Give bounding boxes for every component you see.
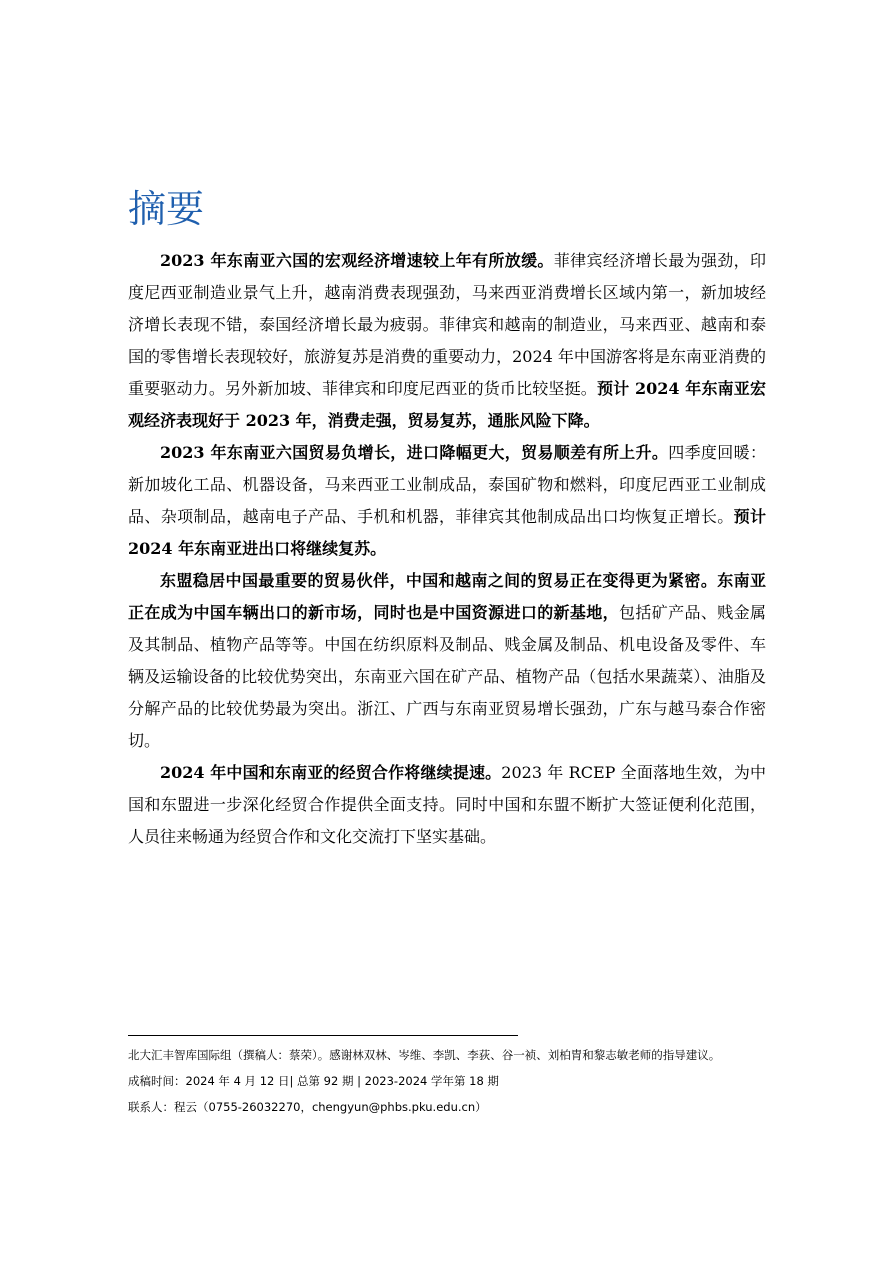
- page-title: 摘要: [128, 187, 205, 231]
- footnote-date: 成稿时间：2024 年 4 月 12 日| 总第 92 期 | 2023-2024 学年第 18 期: [128, 1074, 499, 1088]
- paragraph-body: 菲律宾经济增长最为强劲，印度尼西亚制造业景气上升，越南消费表现强劲，马来西亚消费增长区域内第一，新加坡经济增长表现不错，泰国经济增长最为疲弱。菲律宾和越南的制造业，马来西亚、越南和泰国的零售增长表现较好，旅游复苏是消费的重要动力，2024 年中国游客将是东南亚消费的重要驱动力。另外新加坡、菲律宾和印度尼西亚的货币比较坚挺。: [128, 251, 766, 398]
- paragraph-body: 2023 年 RCEP 全面落地生效，为中国和东盟进一步深化经贸合作提供全面支持。同时中国和东盟不断扩大签证便利化范围，人员往来畅通为经贸合作和文化交流打下坚实基础。: [128, 763, 766, 846]
- footnote-divider: [128, 1035, 518, 1036]
- footnotes: [128, 1042, 768, 1120]
- paragraph-china-asean-trade: [128, 565, 766, 757]
- paragraph-lead: 2023 年东南亚六国的宏观经济增速较上年有所放缓。: [160, 251, 554, 270]
- paragraph-lead: 2024 年中国和东南亚的经贸合作将继续提速。: [160, 763, 502, 782]
- paragraph-lead: 2023 年东南亚六国贸易负增长，进口降幅更大，贸易顺差有所上升。: [160, 443, 669, 462]
- paragraph-lead: 东盟稳居中国最重要的贸易伙伴，中国和越南之间的贸易正在变得更为紧密。东南亚正在成为中国车辆出口的新市场，同时也是中国资源进口的新基地，: [128, 571, 766, 622]
- paragraph-body: 四季度回暖：新加坡化工品、机器设备，马来西亚工业制成品，泰国矿物和燃料，印度尼西亚工业制成品、杂项制品，越南电子产品、手机和机器，菲律宾其他制成品出口均恢复正增长。: [128, 443, 766, 526]
- paragraph-macro-economy: [128, 245, 766, 437]
- paragraph-conclusion: 预计 2024 年东南亚进出口将继续复苏。: [128, 507, 766, 558]
- paragraph-cooperation: [128, 757, 766, 853]
- abstract-body: [128, 245, 766, 853]
- paragraph-trade: [128, 437, 766, 565]
- footnote-contact: 联系人：程云（0755-26032270，chengyun@phbs.pku.edu.cn）: [128, 1100, 487, 1114]
- footnote-authors: 北大汇丰智库国际组（撰稿人：蔡荣）。感谢林双林、岑维、李凯、李荻、谷一祯、刘柏胄和黎志敏老师的指导建议。: [128, 1048, 721, 1062]
- paragraph-body: 包括矿产品、贱金属及其制品、植物产品等等。中国在纺织原料及制品、贱金属及制品、机电设备及零件、车辆及运输设备的比较优势突出，东南亚六国在矿产品、植物产品（包括水果蔬菜）、油脂及分解产品的比较优势最为突出。浙江、广西与东南亚贸易增长强劲，广东与越马泰合作密切。: [128, 603, 766, 750]
- paragraph-conclusion: 预计 2024 年东南亚宏观经济表现好于 2023 年，消费走强，贸易复苏，通胀风险下降。: [128, 379, 766, 430]
